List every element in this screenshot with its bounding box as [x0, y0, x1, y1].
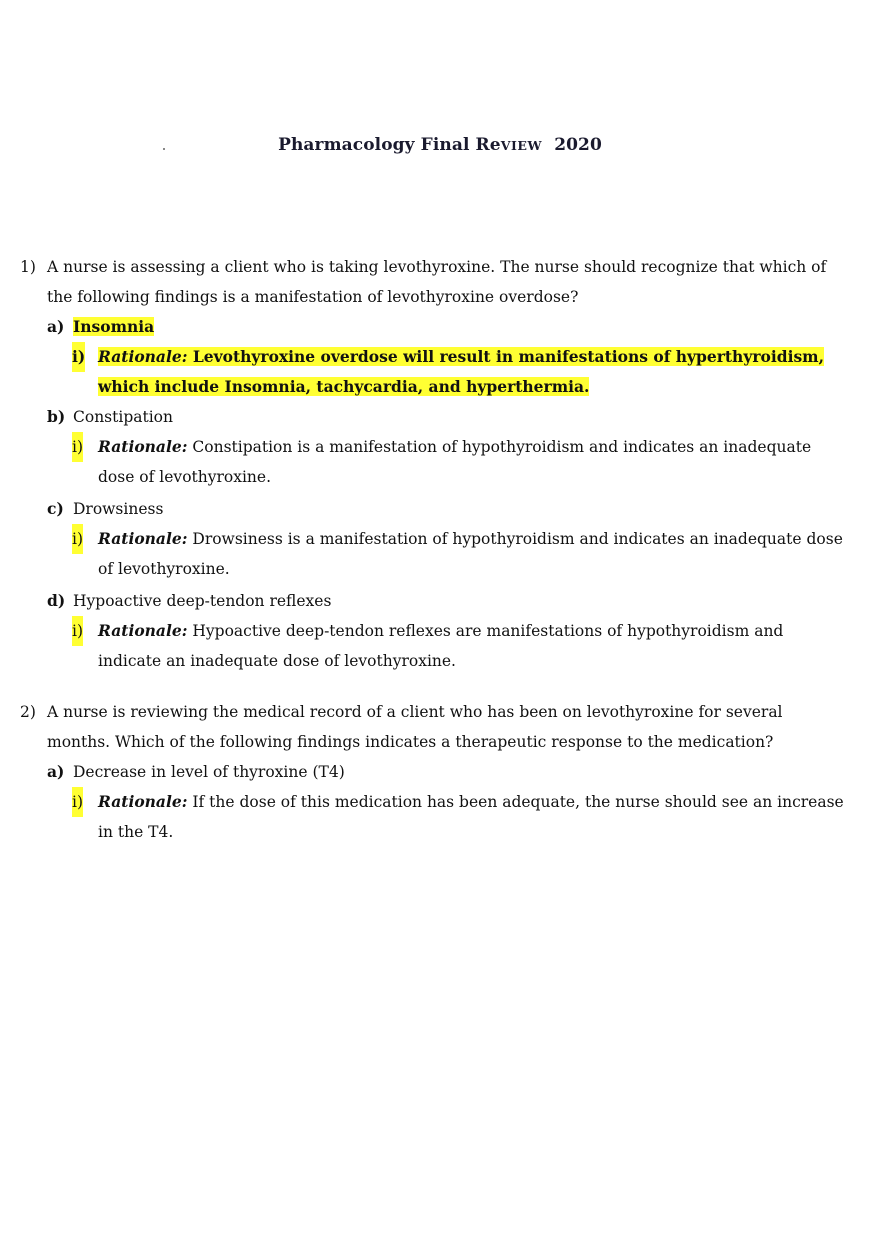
option-text: Drowsiness — [73, 500, 164, 518]
rationale-marker: i) — [72, 524, 83, 554]
rationale-text: Levothyroxine overdose will result in manifestations of hyperthyroidism, which include Insomnia, tachycardia, and hyperthermia. — [98, 347, 824, 396]
option-text: Hypoactive deep-tendon reflexes — [73, 592, 332, 610]
question-1 — [20, 252, 850, 676]
rationale-text: Constipation is a manifestation of hypothyroidism and indicates an inadequate dose of levothyroxine. — [98, 438, 812, 486]
option-a-rationale — [72, 342, 850, 402]
title-smallcaps: VIEW — [500, 138, 543, 153]
option-d-rationale — [72, 616, 850, 676]
option-a-rationale — [72, 787, 850, 847]
option-d — [47, 586, 850, 616]
rationale-label: Rationale: — [98, 437, 188, 456]
rationale-label: Rationale: — [98, 621, 188, 640]
option-b — [47, 402, 850, 432]
option-b-rationale — [72, 432, 850, 492]
rationale-label: Rationale: — [98, 792, 188, 811]
rationale-marker: i) — [72, 787, 83, 817]
rationale-marker: i) — [72, 616, 83, 646]
option-a — [47, 312, 850, 342]
option-letter: a) — [47, 317, 65, 336]
rationale-label: Rationale: — [98, 347, 188, 366]
question-number: 1) — [20, 258, 36, 276]
question-stem: A nurse is reviewing the medical record of a client who has been on levothyroxine for several months. Which of the following findings indicates a therapeutic response to the medication? — [47, 703, 783, 751]
option-letter: a) — [47, 762, 65, 781]
title-year: 2020 — [554, 135, 602, 155]
rationale-marker: i) — [72, 342, 85, 372]
rationale-text: Drowsiness is a manifestation of hypothyroidism and indicates an inadequate dose of levothyroxine. — [98, 530, 843, 578]
option-c — [47, 494, 850, 524]
option-a — [47, 757, 850, 787]
option-c-rationale — [72, 524, 850, 584]
rationale-text: Hypoactive deep-tendon reflexes are manifestations of hypothyroidism and indicate an inadequate dose of levothyroxine. — [98, 622, 784, 670]
title-main: Pharmacology Final Re — [278, 135, 501, 155]
rationale-marker: i) — [72, 432, 83, 462]
option-letter: b) — [47, 407, 66, 426]
rationale-text: If the dose of this medication has been adequate, the nurse should see an increase in the T4. — [98, 793, 844, 841]
question-stem: A nurse is assessing a client who is taking levothyroxine. The nurse should recognize that which of the following findings is a manifestation of levothyroxine overdose? — [47, 258, 827, 306]
option-letter: d) — [47, 591, 66, 610]
question-2 — [20, 697, 850, 847]
page-title — [0, 135, 880, 155]
rationale-label: Rationale: — [98, 529, 188, 548]
question-number: 2) — [20, 703, 36, 721]
option-text: Insomnia — [73, 317, 155, 336]
option-letter: c) — [47, 499, 64, 518]
option-text: Decrease in level of thyroxine (T4) — [73, 763, 345, 781]
option-text: Constipation — [73, 408, 173, 426]
